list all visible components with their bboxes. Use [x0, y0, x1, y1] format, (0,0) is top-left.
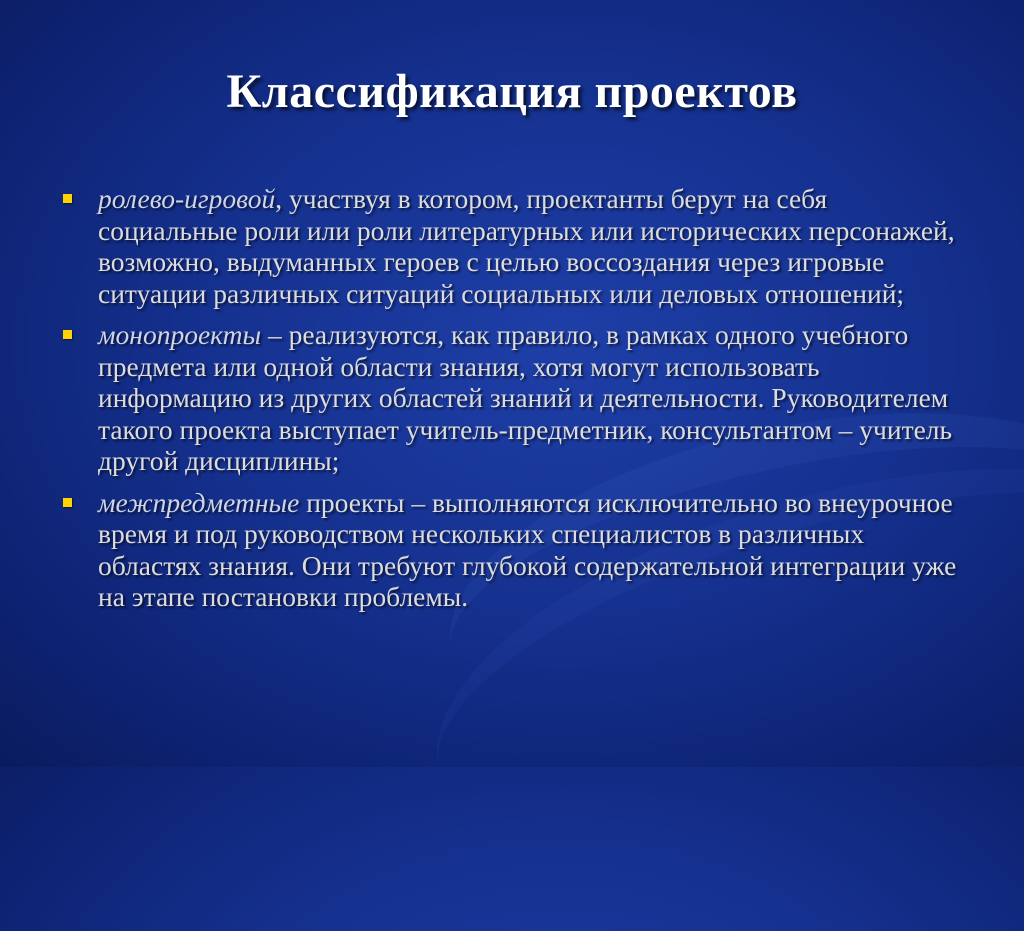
- bullet-text: , участвуя в котором, проектанты берут на себя социальные роли или роли литературных или исторических персонажей, возможно, выдуманных героев с целью воссоздания через игровые ситуации различных ситуаций социальных или деловых отношений;: [98, 183, 955, 309]
- bullet-item-monoprojects: [60, 319, 970, 477]
- bullet-text: проекты – выполняются исключительно во внеурочное время и под руководством нескольких специалистов в различных областях знания. Они требуют глубокой содержательной интеграции уже на этапе постановки проблемы.: [98, 486, 957, 612]
- bullet-text: – реализуются, как правило, в рамках одного учебного предмета или одной области знания, хотя могут использовать информацию из других областей знаний и деятельности. Руководителем такого проекта выступает учитель-предметник, консультантом – учитель другой дисциплины;: [98, 319, 953, 476]
- bullet-term: межпредметные: [98, 486, 300, 518]
- square-bullet-icon: [63, 330, 72, 339]
- slide-title: Классификация проектов: [226, 65, 798, 118]
- bullet-item-role-play: [60, 183, 970, 309]
- square-bullet-icon: [63, 194, 72, 203]
- bullet-list: [60, 183, 970, 623]
- bullet-item-interdisciplinary: [60, 487, 970, 613]
- bullet-term: монопроекты: [98, 319, 262, 350]
- bullet-term: ролево-игровой: [98, 183, 276, 214]
- square-bullet-icon: [63, 498, 72, 507]
